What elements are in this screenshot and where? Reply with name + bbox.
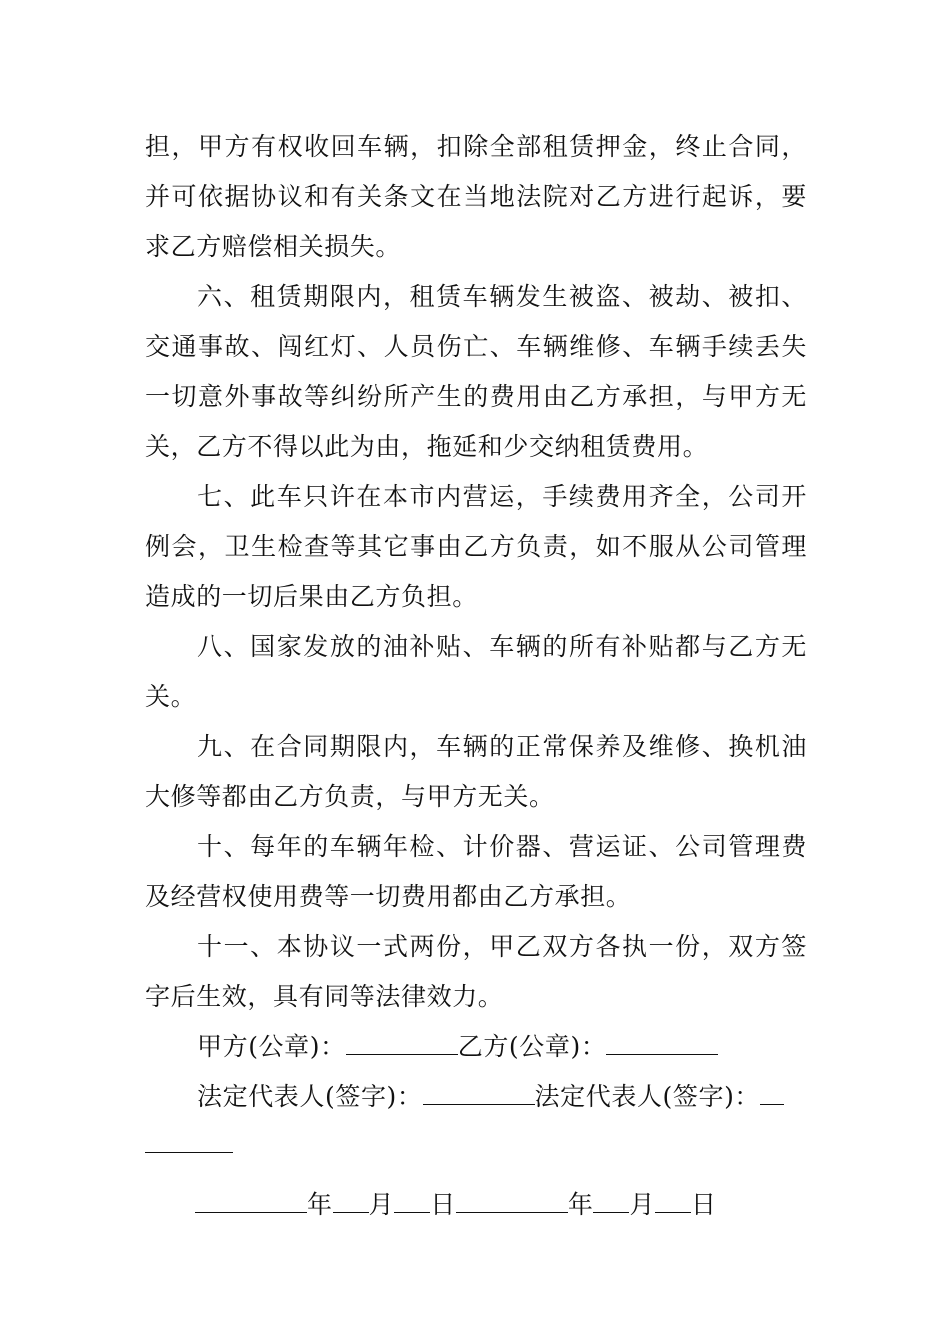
representative-line-wrap [145, 1122, 807, 1172]
party-a-year-label: 年 [307, 1190, 333, 1219]
party-b-day-label: 日 [691, 1190, 717, 1219]
paragraph-clause-7: 七、此车只许在本市内营运，手续费用齐全，公司开例会，卫生检查等其它事由乙方负责，如不服从公司管理造成的一切后果由乙方负担。 [145, 482, 807, 611]
party-a-seal-label: 甲方(公章)： [197, 1032, 346, 1061]
date-line [145, 1180, 807, 1230]
party-a-rep-blank [423, 1082, 535, 1105]
party-b-year-label: 年 [567, 1190, 594, 1219]
party-b-year-blank [456, 1190, 568, 1213]
party-b-rep-blank [760, 1082, 784, 1105]
party-a-year-blank [195, 1190, 307, 1213]
party-b-month-label: 月 [629, 1190, 656, 1219]
party-b-seal-label: 乙方(公章)： [457, 1032, 607, 1061]
party-a-month-label: 月 [368, 1190, 395, 1219]
paragraph-clause-11: 十一、本协议一式两份，甲乙双方各执一份，双方签字后生效，具有同等法律效力。 [145, 932, 807, 1011]
paragraph-continued: 担，甲方有权收回车辆，扣除全部租赁押金，终止合同，并可依据协议和有关条文在当地法院对乙方进行起诉，要求乙方赔偿相关损失。 [145, 132, 807, 261]
party-a-seal-blank [346, 1032, 458, 1055]
party-a-month-blank [333, 1190, 369, 1213]
party-b-day-blank [655, 1190, 691, 1213]
paragraph-clause-10: 十、每年的车辆年检、计价器、营运证、公司管理费及经营权使用费等一切费用都由乙方承担。 [145, 832, 807, 911]
paragraph-clause-9: 九、在合同期限内，车辆的正常保养及维修、换机油大修等都由乙方负责，与甲方无关。 [145, 732, 807, 811]
seal-line [145, 1022, 807, 1072]
party-b-month-blank [593, 1190, 629, 1213]
party-b-rep-label: 法定代表人(签字)： [534, 1082, 761, 1111]
party-a-day-label: 日 [430, 1190, 456, 1219]
party-a-day-blank [394, 1190, 430, 1213]
paragraph-clause-8: 八、国家发放的油补贴、车辆的所有补贴都与乙方无关。 [145, 632, 807, 711]
paragraph-clause-6: 六、租赁期限内，租赁车辆发生被盗、被劫、被扣、交通事故、闯红灯、人员伤亡、车辆维修、车辆手续丢失一切意外事故等纠纷所产生的费用由乙方承担，与甲方无关，乙方不得以此为由，拖延和少交纳租赁费用。 [145, 282, 807, 461]
contract-body [145, 122, 807, 1230]
party-b-seal-blank [606, 1032, 718, 1055]
party-b-rep-blank-continued [145, 1130, 233, 1153]
party-a-rep-label: 法定代表人(签字)： [197, 1082, 423, 1111]
representative-line [145, 1072, 807, 1122]
